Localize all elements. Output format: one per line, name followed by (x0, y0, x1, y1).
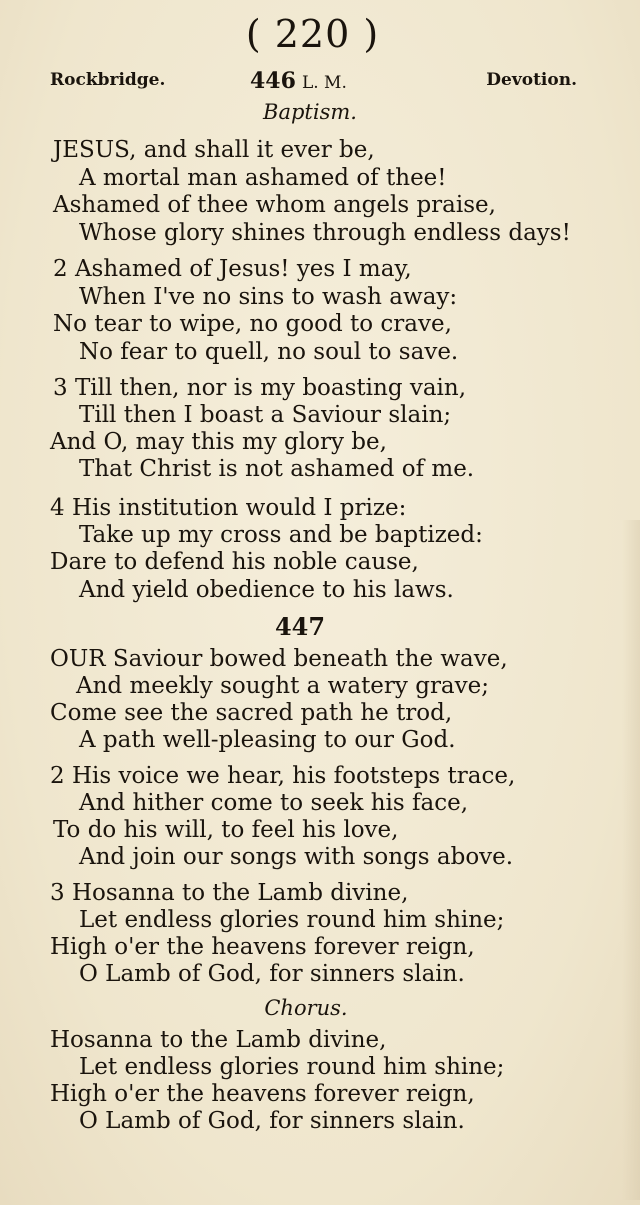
verse-line: When I've no sins to wash away: (79, 284, 458, 310)
verse-line: And hither come to seek his face, (79, 790, 469, 816)
verse-line: Ashamed of thee whom angels praise, (53, 192, 496, 218)
page-edge-shadow (622, 520, 640, 1200)
verse-line: No fear to quell, no soul to save. (79, 339, 459, 365)
verse-line: 2 Ashamed of Jesus! yes I may, (53, 256, 412, 282)
verse-line: OUR Saviour bowed beneath the wave, (50, 646, 508, 672)
verse-line: Till then I boast a Saviour slain; (79, 402, 452, 428)
page-number: ( 220 ) (245, 12, 380, 56)
verse-line: And yield obedience to his laws. (79, 577, 454, 603)
hymn-446-subtitle: Baptism. (263, 100, 357, 124)
chorus-line: O Lamb of God, for sinners slain. (79, 1108, 465, 1134)
topic-name: Devotion. (486, 70, 577, 90)
hymn-446-number-meter (250, 68, 347, 94)
verse-line: And meekly sought a watery grave; (76, 673, 490, 699)
verse-line: High o'er the heavens forever reign, (50, 934, 475, 960)
verse-line: O Lamb of God, for sinners slain. (79, 961, 465, 987)
hymn-446-number: 446 (250, 68, 296, 94)
verse-line: 4 His institution would I prize: (50, 495, 407, 521)
chorus-line: Hosanna to the Lamb divine, (50, 1027, 387, 1053)
hymn-447-number: 447 (274, 612, 326, 641)
verse-line: That Christ is not ashamed of me. (79, 456, 475, 482)
verse-line: A path well-pleasing to our God. (79, 727, 456, 753)
verse-line: Let endless glories round him shine; (79, 907, 505, 933)
verse-line: 2 His voice we hear, his footsteps trace, (50, 763, 516, 789)
verse-line: JESUS, and shall it ever be, (53, 137, 375, 163)
verse-line: And join our songs with songs above. (79, 844, 514, 870)
verse-line: No tear to wipe, no good to crave, (53, 311, 452, 337)
verse-line: Come see the sacred path he trod, (50, 700, 453, 726)
verse-line: Take up my cross and be baptized: (79, 522, 483, 548)
verse-line: 3 Till then, nor is my boasting vain, (53, 375, 467, 401)
chorus-line: High o'er the heavens forever reign, (50, 1081, 475, 1107)
chorus-heading: Chorus. (264, 996, 348, 1020)
verse-line: Dare to defend his noble cause, (50, 549, 419, 575)
verse-line: Whose glory shines through endless days! (79, 220, 571, 246)
tune-name: Rockbridge. (50, 70, 166, 90)
hymn-446-meter: L. M. (301, 73, 347, 93)
chorus-line: Let endless glories round him shine; (79, 1054, 505, 1080)
verse-line: To do his will, to feel his love, (53, 817, 399, 843)
verse-line: 3 Hosanna to the Lamb divine, (50, 880, 409, 906)
hymn-446-header (50, 68, 577, 96)
verse-line: And O, may this my glory be, (50, 429, 387, 455)
verse-line: A mortal man ashamed of thee! (79, 165, 447, 191)
